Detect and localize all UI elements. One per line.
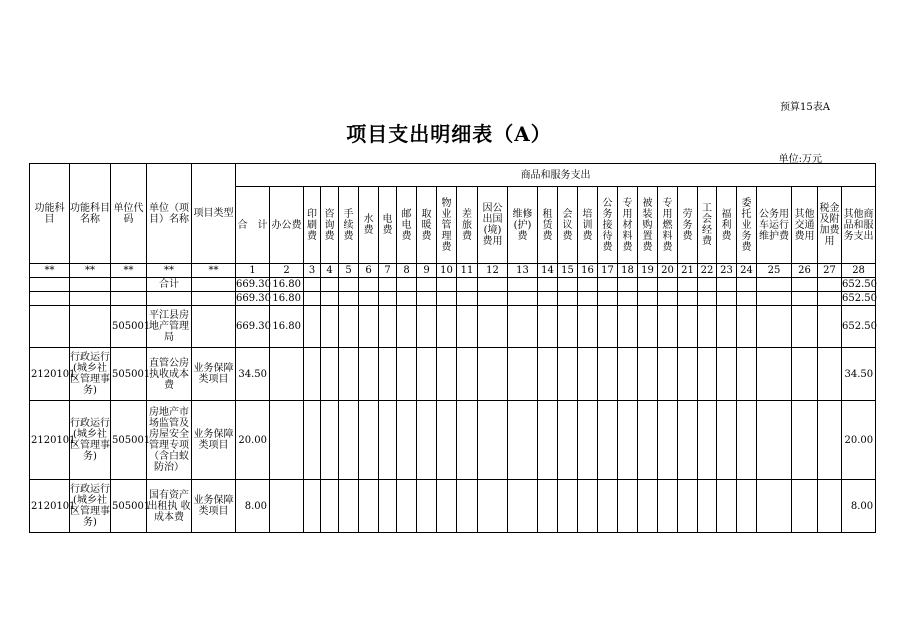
index-number: 17 [598, 264, 618, 278]
row-empty-cell [321, 278, 339, 292]
row-empty-cell [457, 278, 478, 292]
row-empty-cell [717, 292, 737, 306]
row-empty-cell [818, 278, 842, 292]
row-empty-cell [737, 306, 757, 348]
row-empty-cell [359, 278, 379, 292]
row-empty-cell [417, 480, 437, 533]
row-unit-code: 505001 [111, 401, 147, 480]
row-empty-cell [359, 401, 379, 480]
row-empty-cell [397, 292, 417, 306]
col-header-unit-code: 单位代码 [111, 164, 147, 264]
row-unit-code: 505001 [111, 480, 147, 533]
col-header-item-12: 因公出国(境)费用 [478, 187, 508, 264]
row-empty-cell [508, 480, 538, 533]
row-empty-cell [737, 348, 757, 401]
row-empty-cell [508, 348, 538, 401]
col-header-item-24: 委托业务费 [737, 187, 757, 264]
row-empty-cell [698, 348, 717, 401]
row-empty-cell [538, 348, 558, 401]
row-empty-cell [578, 306, 598, 348]
col-header-item-18: 专用材料费 [618, 187, 638, 264]
col-header-item-21: 劳务费 [678, 187, 698, 264]
row-empty-cell [598, 401, 618, 480]
row-empty-cell [598, 306, 618, 348]
col-header-item-22: 工会经费 [698, 187, 717, 264]
project-expense-table [29, 163, 876, 533]
row-empty-cell [437, 401, 457, 480]
row-unit-name: 直管公房执收成本费 [147, 348, 192, 401]
row-empty-cell [304, 480, 321, 533]
row-other-goods-services: 652.50 [842, 279, 877, 290]
row-empty-cell [737, 292, 757, 306]
index-number: 18 [618, 264, 638, 278]
row-empty-cell [359, 292, 379, 306]
row-empty-cell [397, 348, 417, 401]
row-office-fee [270, 401, 304, 480]
page-title: 项目支出明细表（A） [346, 122, 552, 146]
col-header-item-23: 福利费 [717, 187, 737, 264]
col-header-item-25: 公务用车运行维护费 [757, 187, 792, 264]
row-empty-cell [698, 292, 717, 306]
row-empty-cell [558, 348, 578, 401]
row-empty-cell [508, 278, 538, 292]
col-header-item-10: 物业管理费 [437, 187, 457, 264]
row-func-code: 2120101 [30, 348, 70, 401]
col-header-item-5: 手续费 [339, 187, 359, 264]
row-empty-cell [397, 401, 417, 480]
index-number: 12 [478, 264, 508, 278]
row-empty-cell [397, 480, 417, 533]
row-func-name [70, 306, 111, 348]
row-empty-cell [304, 278, 321, 292]
row-empty-cell [598, 292, 618, 306]
row-empty-cell [379, 306, 397, 348]
table-row [30, 278, 876, 292]
row-project-type: 业务保障类项目 [192, 348, 236, 401]
row-unit-code [111, 278, 147, 292]
index-mark: ** [147, 264, 192, 278]
row-empty-cell [478, 306, 508, 348]
row-func-code [30, 292, 70, 306]
col-header-item-3: 印刷费 [304, 187, 321, 264]
row-empty-cell [417, 401, 437, 480]
row-empty-cell [339, 401, 359, 480]
row-empty-cell [638, 348, 658, 401]
row-empty-cell [598, 278, 618, 292]
row-total: 34.50 [236, 348, 270, 401]
row-empty-cell [618, 348, 638, 401]
row-empty-cell [321, 348, 339, 401]
row-empty-cell [578, 401, 598, 480]
row-empty-cell [658, 292, 678, 306]
index-number: 14 [538, 264, 558, 278]
row-empty-cell [598, 348, 618, 401]
col-header-item-13: 维修(护)费 [508, 187, 538, 264]
row-empty-cell [304, 306, 321, 348]
row-empty-cell [638, 306, 658, 348]
row-empty-cell [618, 401, 638, 480]
row-empty-cell [792, 306, 818, 348]
row-empty-cell [658, 306, 678, 348]
col-header-item-19: 被装购置费 [638, 187, 658, 264]
row-empty-cell [339, 348, 359, 401]
row-empty-cell [379, 278, 397, 292]
row-empty-cell [717, 401, 737, 480]
index-number: 3 [304, 264, 321, 278]
row-empty-cell [757, 292, 792, 306]
row-empty-cell [638, 401, 658, 480]
row-empty-cell [737, 278, 757, 292]
row-empty-cell [757, 306, 792, 348]
index-number: 26 [792, 264, 818, 278]
row-office-fee [270, 348, 304, 401]
unit-label: 单位:万元 [778, 154, 822, 165]
row-project-type [192, 292, 236, 306]
row-office-fee: 16.80 [270, 292, 304, 306]
row-empty-cell [321, 292, 339, 306]
row-empty-cell [578, 348, 598, 401]
table-row [30, 401, 876, 480]
row-office-fee: 16.80 [270, 306, 304, 348]
index-number: 22 [698, 264, 717, 278]
col-header-item-14: 租赁费 [538, 187, 558, 264]
row-empty-cell [417, 348, 437, 401]
table-row [30, 306, 876, 348]
row-empty-cell [698, 278, 717, 292]
row-empty-cell [658, 348, 678, 401]
row-empty-cell [757, 480, 792, 533]
row-empty-cell [678, 348, 698, 401]
row-empty-cell [379, 401, 397, 480]
index-number: 5 [339, 264, 359, 278]
row-empty-cell [818, 401, 842, 480]
row-project-type [192, 306, 236, 348]
row-empty-cell [538, 401, 558, 480]
row-empty-cell [638, 292, 658, 306]
row-total: 669.30 [236, 306, 270, 348]
row-empty-cell [818, 480, 842, 533]
row-unit-name: 平江县房地产管理局 [147, 306, 192, 348]
row-other-goods-services: 20.00 [842, 401, 876, 480]
row-empty-cell [757, 348, 792, 401]
index-number: 20 [658, 264, 678, 278]
row-empty-cell [698, 480, 717, 533]
row-empty-cell [658, 401, 678, 480]
row-empty-cell [538, 306, 558, 348]
row-empty-cell [437, 348, 457, 401]
row-total: 669.30 [236, 293, 271, 304]
row-empty-cell [359, 480, 379, 533]
index-mark: ** [192, 264, 236, 278]
col-header-item-4: 咨询费 [321, 187, 339, 264]
row-other-goods-services: 652.50 [842, 306, 876, 348]
col-header-item-20: 专用燃料费 [658, 187, 678, 264]
row-unit-code: 505001 [111, 306, 147, 348]
row-empty-cell [698, 306, 717, 348]
row-empty-cell [304, 348, 321, 401]
row-unit-name: 国有资产出租执 收成本费 [147, 480, 192, 533]
row-empty-cell [339, 306, 359, 348]
row-func-name: 行政运行(城乡社区管理事务) [70, 348, 111, 401]
col-header-item-6: 水费 [359, 187, 379, 264]
col-header-item-16: 培训费 [578, 187, 598, 264]
row-empty-cell [618, 292, 638, 306]
row-empty-cell [417, 278, 437, 292]
index-number: 21 [678, 264, 698, 278]
index-number: 23 [717, 264, 737, 278]
row-unit-name [147, 292, 192, 306]
row-empty-cell [508, 292, 538, 306]
row-empty-cell [457, 348, 478, 401]
table-row [30, 292, 876, 306]
index-number: 4 [321, 264, 339, 278]
row-empty-cell [437, 306, 457, 348]
row-empty-cell [379, 292, 397, 306]
index-number: 15 [558, 264, 578, 278]
col-header-unit-name: 单位（项目）名称 [147, 164, 192, 264]
row-func-name [70, 278, 111, 292]
index-number: 28 [842, 264, 876, 278]
row-unit-code: 505001 [111, 348, 147, 401]
row-empty-cell [698, 401, 717, 480]
row-empty-cell [818, 348, 842, 401]
row-empty-cell [321, 401, 339, 480]
col-header-item-11: 差旅费 [457, 187, 478, 264]
index-mark: ** [70, 264, 111, 278]
row-empty-cell [478, 292, 508, 306]
row-empty-cell [321, 480, 339, 533]
col-header-item-28: 其他商品和服务支出 [842, 187, 876, 264]
index-number: 6 [359, 264, 379, 278]
row-empty-cell [658, 480, 678, 533]
row-unit-code [111, 292, 147, 306]
row-empty-cell [792, 292, 818, 306]
row-project-type: 业务保障类项目 [192, 480, 236, 533]
row-empty-cell [304, 292, 321, 306]
table-row [30, 348, 876, 401]
col-header-item-8: 邮电费 [397, 187, 417, 264]
row-func-code: 2120101 [30, 480, 70, 533]
col-header-item-9: 取暖费 [417, 187, 437, 264]
row-empty-cell [558, 480, 578, 533]
row-empty-cell [792, 348, 818, 401]
row-empty-cell [538, 278, 558, 292]
col-header-item-1: 合 计 [236, 187, 270, 264]
row-empty-cell [618, 480, 638, 533]
col-header-func-code: 功能科目 [30, 164, 70, 264]
row-empty-cell [417, 306, 437, 348]
row-empty-cell [558, 306, 578, 348]
row-func-code: 2120101 [30, 401, 70, 480]
index-number: 27 [818, 264, 842, 278]
index-number: 2 [270, 264, 304, 278]
row-empty-cell [558, 278, 578, 292]
row-project-type [192, 278, 236, 292]
row-empty-cell [678, 480, 698, 533]
row-empty-cell [437, 292, 457, 306]
index-number: 24 [737, 264, 757, 278]
budget-table-label: 预算15表A [780, 102, 830, 113]
row-empty-cell [678, 306, 698, 348]
row-empty-cell [678, 401, 698, 480]
row-empty-cell [792, 401, 818, 480]
row-empty-cell [321, 306, 339, 348]
col-header-goods-services: 商品和服务支出 [236, 164, 876, 187]
row-empty-cell [457, 401, 478, 480]
table-row [30, 480, 876, 533]
row-empty-cell [638, 480, 658, 533]
row-empty-cell [578, 480, 598, 533]
row-empty-cell [678, 278, 698, 292]
row-empty-cell [598, 480, 618, 533]
row-empty-cell [737, 401, 757, 480]
row-total: 669.30 [236, 279, 271, 290]
row-empty-cell [678, 292, 698, 306]
row-empty-cell [757, 401, 792, 480]
row-empty-cell [737, 480, 757, 533]
index-number: 7 [379, 264, 397, 278]
index-number: 1 [236, 264, 270, 278]
row-unit-name: 房地产市场监管及房屋安全管理专项（含白蚁防治） [147, 401, 192, 480]
col-header-project-type: 项目类型 [192, 164, 236, 264]
row-empty-cell [538, 480, 558, 533]
row-empty-cell [437, 278, 457, 292]
row-empty-cell [508, 306, 538, 348]
index-number: 8 [397, 264, 417, 278]
index-number: 13 [508, 264, 538, 278]
row-other-goods-services: 652.50 [842, 293, 877, 304]
index-number: 10 [437, 264, 457, 278]
row-empty-cell [339, 278, 359, 292]
col-header-item-7: 电费 [379, 187, 397, 264]
row-empty-cell [818, 306, 842, 348]
row-empty-cell [578, 278, 598, 292]
col-header-func-name: 功能科目名称 [70, 164, 111, 264]
row-unit-name: 合计 [147, 278, 192, 292]
col-header-item-2: 办公费 [270, 187, 304, 264]
row-empty-cell [359, 348, 379, 401]
index-number: 9 [417, 264, 437, 278]
col-header-item-17: 公务接待费 [598, 187, 618, 264]
row-empty-cell [478, 480, 508, 533]
row-empty-cell [508, 401, 538, 480]
col-header-item-15: 会议费 [558, 187, 578, 264]
row-empty-cell [478, 401, 508, 480]
col-header-item-26: 其他交通费用 [792, 187, 818, 264]
row-empty-cell [558, 292, 578, 306]
row-empty-cell [792, 278, 818, 292]
row-total: 20.00 [236, 401, 270, 480]
row-func-name: 行政运行(城乡社区管理事务) [70, 480, 111, 533]
row-empty-cell [304, 401, 321, 480]
index-mark: ** [30, 264, 70, 278]
row-total: 8.00 [236, 480, 270, 533]
index-number: 25 [757, 264, 792, 278]
row-func-name [70, 292, 111, 306]
row-empty-cell [359, 306, 379, 348]
row-empty-cell [818, 292, 842, 306]
row-func-code [30, 306, 70, 348]
row-other-goods-services: 8.00 [842, 480, 876, 533]
row-empty-cell [417, 292, 437, 306]
row-empty-cell [717, 306, 737, 348]
row-empty-cell [658, 278, 678, 292]
row-empty-cell [397, 306, 417, 348]
row-empty-cell [558, 401, 578, 480]
index-row [30, 264, 876, 278]
row-empty-cell [379, 480, 397, 533]
row-empty-cell [339, 480, 359, 533]
row-empty-cell [478, 278, 508, 292]
row-empty-cell [717, 480, 737, 533]
index-number: 16 [578, 264, 598, 278]
row-empty-cell [379, 348, 397, 401]
row-empty-cell [578, 292, 598, 306]
row-empty-cell [457, 480, 478, 533]
row-empty-cell [538, 292, 558, 306]
row-project-type: 业务保障类项目 [192, 401, 236, 480]
row-empty-cell [638, 278, 658, 292]
row-office-fee [270, 480, 304, 533]
row-empty-cell [792, 480, 818, 533]
row-other-goods-services: 34.50 [842, 348, 876, 401]
row-empty-cell [618, 278, 638, 292]
row-empty-cell [757, 278, 792, 292]
index-mark: ** [111, 264, 147, 278]
row-empty-cell [397, 278, 417, 292]
header-row-group [30, 164, 876, 187]
row-empty-cell [717, 348, 737, 401]
row-empty-cell [437, 480, 457, 533]
row-empty-cell [478, 348, 508, 401]
col-header-item-27: 税金及附加费用 [818, 187, 842, 264]
row-empty-cell [618, 306, 638, 348]
index-number: 11 [457, 264, 478, 278]
row-empty-cell [457, 306, 478, 348]
row-empty-cell [717, 278, 737, 292]
row-func-name: 行政运行(城乡社区管理事务) [70, 401, 111, 480]
row-office-fee: 16.80 [270, 278, 304, 292]
index-number: 19 [638, 264, 658, 278]
row-func-code [30, 278, 70, 292]
row-empty-cell [339, 292, 359, 306]
row-empty-cell [457, 292, 478, 306]
